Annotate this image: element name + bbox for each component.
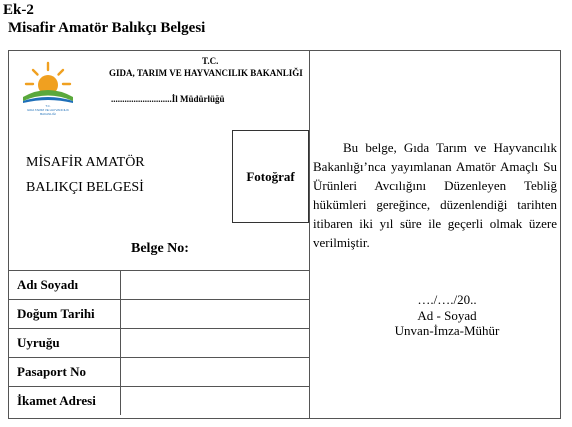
field-label: Doğum Tarihi bbox=[9, 300, 120, 329]
field-value bbox=[120, 271, 309, 300]
photo-label: Fotoğraf bbox=[246, 168, 295, 184]
signature-title: Unvan-İmza-Mühür bbox=[394, 323, 500, 338]
logo-text-2: GIDA TARIM VE HAYVANCILIK bbox=[26, 108, 70, 112]
annex-number: Ek-2 bbox=[3, 2, 34, 18]
field-label: Adı Soyadı bbox=[9, 271, 120, 300]
signature-block bbox=[377, 292, 517, 339]
document-title bbox=[26, 150, 145, 200]
holder-info-table bbox=[9, 270, 309, 415]
table-row bbox=[9, 329, 309, 358]
table-row bbox=[9, 358, 309, 387]
card-divider bbox=[309, 50, 310, 419]
signature-name: Ad - Soyad bbox=[417, 307, 477, 323]
annex-title: Misafir Amatör Balıkçı Belgesi bbox=[8, 20, 206, 36]
field-value bbox=[120, 329, 309, 358]
field-label: Pasaport No bbox=[9, 358, 120, 387]
field-label: Uyruğu bbox=[9, 329, 120, 358]
header-tc: T.C. bbox=[202, 56, 219, 66]
field-value bbox=[120, 300, 309, 329]
table-row bbox=[9, 387, 309, 416]
validity-statement: Bu belge, Gıda Tarım ve Hayvancılık Bakanlığı’nca yayımlanan Amatör Amaçlı Su Ürünleri Avcılığını Düzenleyen Tebliğ hükümleri gereğince, düzenlendiği tarihten itibaren iki yıl süre ile geçerli olmak üzere verilmiştir. bbox=[313, 140, 557, 250]
table-row bbox=[9, 271, 309, 300]
document-number-label: Belge No: bbox=[131, 241, 189, 256]
ministry-logo bbox=[19, 59, 77, 119]
document-title-line1: MİSAFİR AMATÖR bbox=[26, 155, 145, 170]
table-row bbox=[9, 300, 309, 329]
photo-placeholder bbox=[232, 130, 309, 223]
certificate-card bbox=[8, 50, 561, 419]
signature-date: …./…./20.. bbox=[417, 292, 477, 307]
logo-text-1: T.C. bbox=[45, 104, 51, 108]
field-label: İkamet Adresi bbox=[9, 387, 120, 416]
field-value bbox=[120, 387, 309, 416]
ministry-name: GIDA, TARIM VE HAYVANCILIK BAKANLIĞI bbox=[109, 68, 303, 78]
document-title-line2: BALIKÇI BELGESİ bbox=[26, 180, 144, 195]
field-value bbox=[120, 358, 309, 387]
directorate-line: ...........................İl Müdürlüğü bbox=[111, 94, 225, 104]
logo-text-3: BAKANLIĞI bbox=[40, 112, 56, 116]
